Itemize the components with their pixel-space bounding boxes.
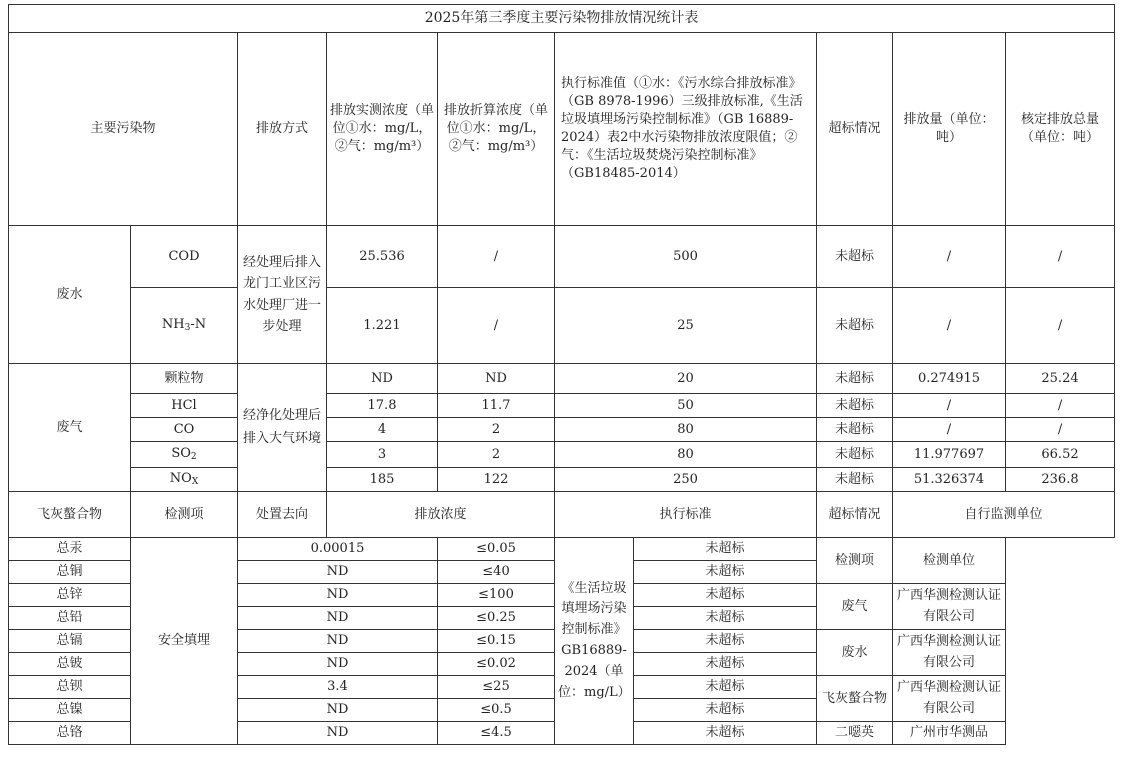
flyash-disposal: 安全填埋 [131, 538, 238, 745]
standard-value: 25 [555, 288, 817, 364]
pollutant-name [131, 468, 238, 492]
amount-value: / [893, 418, 1006, 442]
category-wastewater: 废水 [9, 226, 131, 364]
measured-value: 17.8 [327, 394, 438, 418]
flyash-item-name: 总镍 [9, 699, 131, 722]
exceed-status: 未超标 [817, 364, 893, 394]
monitor-item: 飞灰螯合物 [817, 676, 893, 722]
flyash-item-name: 总锌 [9, 584, 131, 607]
flyash-limit: ≤0.5 [438, 699, 555, 722]
exceed-status: 未超标 [634, 607, 817, 630]
approved-value: 236.8 [1006, 468, 1115, 492]
flyash-header-concentration: 排放浓度 [327, 492, 555, 538]
formula-subscript: 2 [190, 452, 197, 463]
converted-value: 2 [438, 442, 555, 468]
exceed-status: 未超标 [817, 394, 893, 418]
flyash-concentration: ND [238, 630, 438, 653]
monitor-item: 废气 [817, 584, 893, 630]
exceed-status: 未超标 [634, 630, 817, 653]
flyash-concentration: ND [238, 722, 438, 745]
flyash-concentration: 0.00015 [238, 538, 438, 561]
monitor-item-header: 检测项 [817, 538, 893, 584]
flyash-limit: ≤25 [438, 676, 555, 699]
flyash-concentration: ND [238, 699, 438, 722]
pollutant-name: CO [131, 418, 238, 442]
monitor-unit: 广西华测检测认证有限公司 [893, 630, 1006, 676]
header-approved: 核定排放总量（单位：吨） [1006, 33, 1115, 226]
monitor-unit: 广西华测检测认证有限公司 [893, 676, 1006, 722]
exceed-status: 未超标 [817, 288, 893, 364]
amount-value: 11.977697 [893, 442, 1006, 468]
flyash-concentration: ND [238, 607, 438, 630]
measured-value: 3 [327, 442, 438, 468]
standard-value: 20 [555, 364, 817, 394]
exceed-status: 未超标 [634, 653, 817, 676]
flyash-header-monitor: 自行监测单位 [893, 492, 1115, 538]
measured-value: 1.221 [327, 288, 438, 364]
exceed-status: 未超标 [817, 468, 893, 492]
header-standard: 执行标准值（①水：《污水综合排放标准》（GB 8978-1996）三级排放标准,《生活垃圾填埋场污染控制标准》（GB 16889-2024）表2中水污染物排放浓度限值；②气：《生活垃圾焚烧污染控制标准》（GB18485-2014） [555, 33, 817, 226]
category-wastegas: 废气 [9, 364, 131, 492]
exceed-status: 未超标 [634, 561, 817, 584]
monitor-item: 二噁英 [817, 722, 893, 745]
flyash-limit: ≤0.05 [438, 538, 555, 561]
flyash-item-name: 总铍 [9, 653, 131, 676]
wastewater-method: 经处理后排入龙门工业区污水处理厂进一步处理 [238, 226, 327, 364]
approved-value: 66.52 [1006, 442, 1115, 468]
flyash-header-item: 检测项 [131, 492, 238, 538]
flyash-limit: ≤0.25 [438, 607, 555, 630]
flyash-limit: ≤100 [438, 584, 555, 607]
converted-value: / [438, 226, 555, 288]
header-exceed: 超标情况 [817, 33, 893, 226]
flyash-limit: ≤4.5 [438, 722, 555, 745]
amount-value: / [893, 288, 1006, 364]
formula-subscript: 3 [184, 323, 191, 334]
formula-subscript: X [191, 477, 199, 488]
pollutant-name: HCl [131, 394, 238, 418]
pollutant-name: COD [131, 226, 238, 288]
flyash-item-name: 总汞 [9, 538, 131, 561]
flyash-limit: ≤0.15 [438, 630, 555, 653]
amount-value: / [893, 394, 1006, 418]
standard-value: 250 [555, 468, 817, 492]
converted-value: 2 [438, 418, 555, 442]
header-method: 排放方式 [238, 33, 327, 226]
flyash-header-exceed: 超标情况 [817, 492, 893, 538]
exceed-status: 未超标 [817, 442, 893, 468]
measured-value: 25.536 [327, 226, 438, 288]
flyash-header-disposal: 处置去向 [238, 492, 327, 538]
exceed-status: 未超标 [817, 226, 893, 288]
exceed-status: 未超标 [634, 699, 817, 722]
flyash-header-standard: 执行标准 [555, 492, 817, 538]
pollutant-name: 颗粒物 [131, 364, 238, 394]
flyash-item-name: 总镉 [9, 630, 131, 653]
converted-value: ND [438, 364, 555, 394]
formula-main: SO [171, 446, 191, 462]
header-converted: 排放折算浓度（单位①水：mg/L，②气：mg/m³） [438, 33, 555, 226]
standard-value: 80 [555, 442, 817, 468]
pollutant-name [131, 288, 238, 364]
converted-value: / [438, 288, 555, 364]
measured-value: 185 [327, 468, 438, 492]
flyash-item-name: 总铜 [9, 561, 131, 584]
flyash-standard-text: 《生活垃圾填埋场污染控制标准》GB16889-2024（单位：mg/L） [555, 538, 634, 745]
approved-value: / [1006, 288, 1115, 364]
monitor-unit-header: 检测单位 [893, 538, 1006, 584]
monitor-unit: 广州市华测品 [893, 722, 1006, 745]
flyash-limit: ≤0.02 [438, 653, 555, 676]
flyash-item-name: 总铅 [9, 607, 131, 630]
formula-main: NH [161, 317, 185, 333]
approved-value: / [1006, 394, 1115, 418]
measured-value: ND [327, 364, 438, 394]
exceed-status: 未超标 [634, 722, 817, 745]
standard-value: 50 [555, 394, 817, 418]
approved-value: / [1006, 226, 1115, 288]
flyash-concentration: ND [238, 584, 438, 607]
exceed-status: 未超标 [817, 418, 893, 442]
flyash-concentration: ND [238, 561, 438, 584]
flyash-limit: ≤40 [438, 561, 555, 584]
exceed-status: 未超标 [634, 538, 817, 561]
converted-value: 122 [438, 468, 555, 492]
header-measured: 排放实测浓度（单位①水：mg/L，②气：mg/m³） [327, 33, 438, 226]
emission-statistics-table [8, 4, 1115, 745]
flyash-concentration: ND [238, 653, 438, 676]
amount-value: 51.326374 [893, 468, 1006, 492]
amount-value: / [893, 226, 1006, 288]
converted-value: 11.7 [438, 394, 555, 418]
header-amount: 排放量（单位：吨） [893, 33, 1006, 226]
category-flyash: 飞灰螯合物 [9, 492, 131, 538]
measured-value: 4 [327, 418, 438, 442]
formula-main: NO [169, 471, 192, 487]
standard-value: 80 [555, 418, 817, 442]
formula-tail: -N [190, 317, 207, 333]
header-pollutant: 主要污染物 [9, 33, 238, 226]
wastegas-method: 经净化处理后排入大气环境 [238, 364, 327, 492]
pollutant-name [131, 442, 238, 468]
flyash-item-name: 总铬 [9, 722, 131, 745]
amount-value: 0.274915 [893, 364, 1006, 394]
monitor-unit: 广西华测检测认证有限公司 [893, 584, 1006, 630]
standard-value: 500 [555, 226, 817, 288]
exceed-status: 未超标 [634, 584, 817, 607]
flyash-concentration: 3.4 [238, 676, 438, 699]
exceed-status: 未超标 [634, 676, 817, 699]
approved-value: 25.24 [1006, 364, 1115, 394]
monitor-item: 废水 [817, 630, 893, 676]
table-title: 2025年第三季度主要污染物排放情况统计表 [9, 5, 1115, 33]
flyash-item-name: 总钡 [9, 676, 131, 699]
approved-value: / [1006, 418, 1115, 442]
